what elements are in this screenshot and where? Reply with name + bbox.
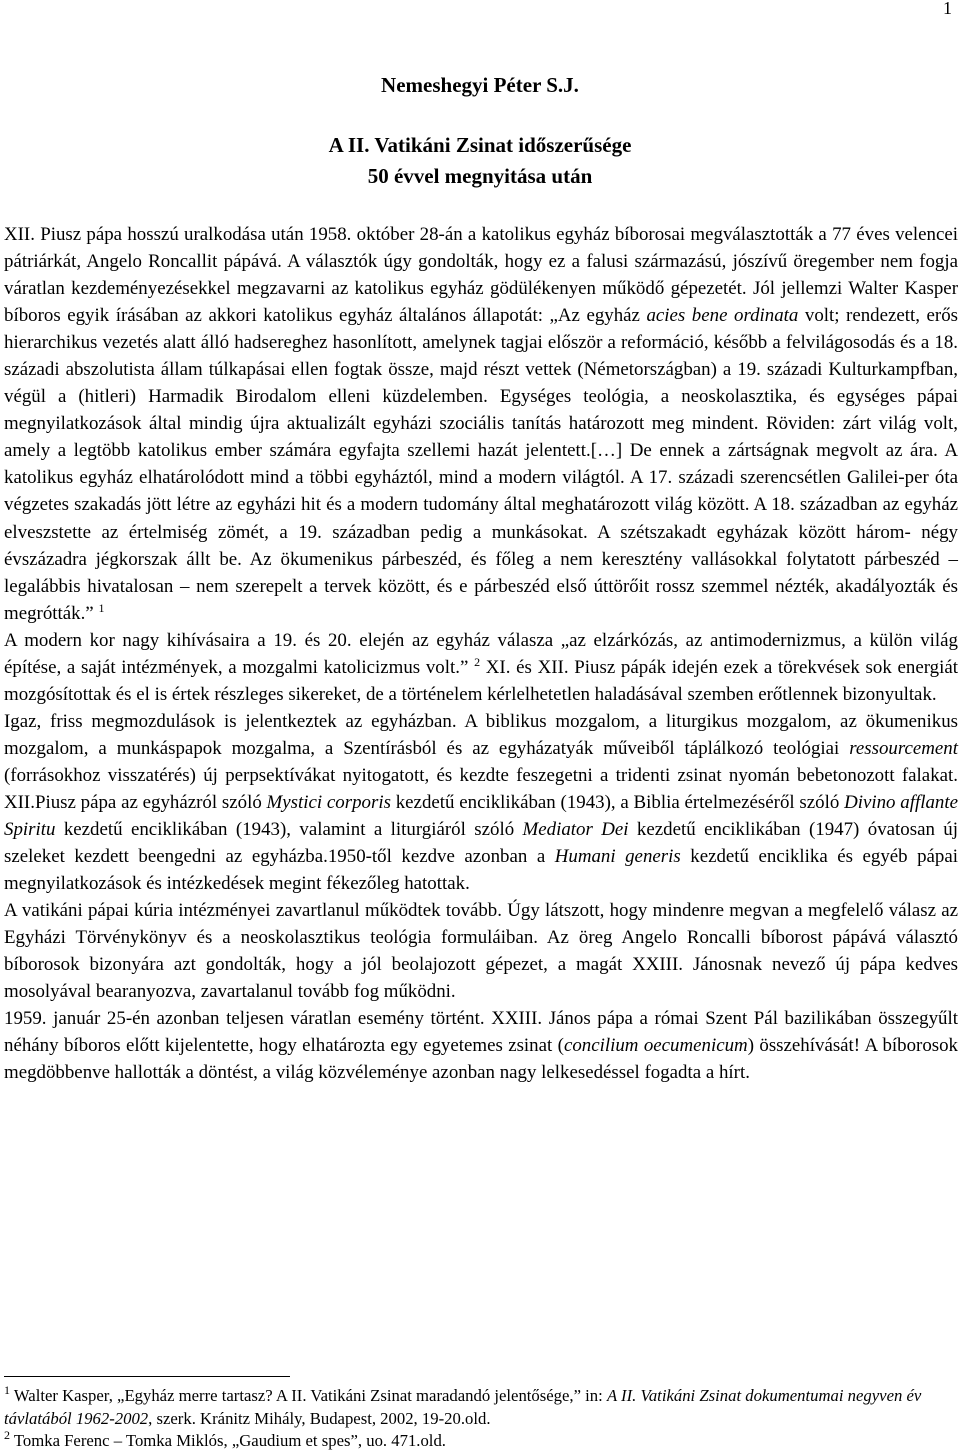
footnote-2 xyxy=(4,1430,958,1453)
paragraph-1 xyxy=(4,224,958,624)
title-line-1: A II. Vatikáni Zsinat időszerűsége xyxy=(328,133,632,157)
p1-italic-acies: acies bene ordinata xyxy=(646,305,799,327)
p3-text-a: Igaz, friss megmozdulások is jelentkeztek az egyházban. A biblikus mozgalom, a liturgikus mozgalom, az ökumenikus mozgalom, a munkáspapok mozgalma, a Szentírásból és az egyházatyák műveiből táplálkozó teológiai xyxy=(4,710,958,759)
p5-text-c: ) összehívását! A bíborosok megdöbbenve hallották a döntést, a világ közvéleménye azonban nagy lelkesedéssel fogadta a hírt. xyxy=(4,1035,959,1084)
page-number: 1 xyxy=(943,0,952,18)
p3-italic-humani: Humani generis xyxy=(554,846,681,868)
footnote-2-text: Tomka Ferenc – Tomka Miklós, „Gaudium et spes”, uo. 471.old. xyxy=(10,1431,446,1450)
p3-text-i: kezdetű enciklikában (1947) óvatosan új szeleket kezdett beengedni az egyházba.1950-től kezdve azonban a xyxy=(4,819,958,868)
paragraph-2 xyxy=(4,630,958,705)
paragraph-4: A vatikáni pápai kúria intézményei zavartlanul működtek tovább. Úgy látszott, hogy mindenre megvan a megfelelő válasz az Egyházi Törvénykönyv és a neoskolasztikus teológia formuláiban. Az öreg Angelo Roncalli bíborost pápává választó bíborosok bizonyára azt gondolták, hogy a jól beolajozott gépezet, a magát XXIII. Jánosnak nevező új pápa kedves mosolyával bearanyozva, zavartalanul tovább fog működni. xyxy=(4,900,958,1003)
footnote-separator xyxy=(4,1376,290,1377)
p3-text-k: kezdetű enciklika és egyéb pápai megnyilatkozások és intézkedések megint fékezőleg hatottak. xyxy=(4,846,959,895)
footnote-1 xyxy=(4,1385,958,1430)
p3-italic-mediator: Mediator Dei xyxy=(522,819,629,841)
p2-text-b: XI. és XII. Piusz pápák idején ezek a törekvések sok energiát mozgósítottak és el is értek részleges sikereket, de a történelem kérlelhetetlen haladásával szemben erőtlennek bizonyultak. xyxy=(4,656,958,705)
p5-text-a: 1959. január 25-én azonban teljesen váratlan esemény történt. XXIII. János pápa a római Szent Pál bazilikában összegyűlt néhány bíboros előtt kijelentette, hogy elhatározta egy egyetemes zsinat ( xyxy=(4,1008,958,1057)
p3-text-e: kezdetű enciklikában (1943), a Biblia értelmezéséről szóló xyxy=(390,791,845,813)
p1-text-c: volt; rendezett, erős hierarchikus vezetés alatt álló hadsereghez hasonlított, amelynek tagjai először a reformáció, később a felvilágosodás és a 18. századi abszolutista állam túlkapásai ellen fogtak össze, majd részt vettek (Németországban) a 19. századi Kulturkampfban, végül a (hitleri) Harmadik Birodalom elleni küzdelemben. Egységes teológia, a neoskolasztika, és egységes pápai megnyilatkozások által mindig újra aktualizált egyházi szociális tanítás határozott meg mindent. Röviden: zárt világ volt, amely a legtöbb katolikus ember számára egyfajta szellemi hazát jelentett.[…] De ennek a zártságnak megvolt az ára. A katolikus egyház elhatárolódott mind a többi egyháztól, mind a modern világtól. A 17. századi szerencsétlen Galilei-per óta végzetes szakadás jött létre az egyházi hit és a modern tudomány által meghatározott világ között. A 18. században az egyház elveszstette az értelmiség zömét, a 19. században pedig a munkásokat. A szétszakadt egyházak között három- négy évszázadra jégkorszak állt be. Az ökumenikus párbeszéd, és főleg a nem keresztény vallásokkal folytatott párbeszéd – legalábbis hivatalosan – nem szerepelt a tervek között, és e párbeszéd első úttörőit rossz szemmel nézték, akadályozták és megrótták.” xyxy=(4,305,958,624)
footnote-ref-2[interactable]: 2 xyxy=(474,654,481,669)
p2-text-a: A modern kor nagy kihívásaira a 19. és 20. elején az egyház válasza „az elzárkózás, az antimodernizmus, a külön világ építése, a saját intézmények, a mozgalmi katolicizmus volt.” xyxy=(4,629,958,678)
title-line-2: 50 évvel megnyitása után xyxy=(367,164,593,188)
paragraph-5 xyxy=(4,1008,958,1083)
footnote-2-number: 2 xyxy=(4,1428,10,1442)
p1-text-a: XII. Piusz pápa hosszú uralkodása után 1958. október 28-án a katolikus egyház bíborosai megválasztották a 77 éves velencei pátriárkát, Angelo Roncallit pápává. A választók úgy gondolták, hogy ez a falusi származású, jószívű öregember nem fogja váratlan kezdeményezésekkel megzavarni az katolikus egyház gödülékenyen működő gépezetét. Jól jellemzi Walter Kasper bíboros egyik írásában az akkori katolikus egyház általános állapotát: „Az egyház xyxy=(4,224,958,327)
paragraph-3 xyxy=(4,711,958,894)
document-title xyxy=(0,130,960,192)
footnote-1-text-c: , szerk. Kránitz Mihály, Budapest, 2002, 19-20.old. xyxy=(148,1408,491,1428)
footnote-1-number: 1 xyxy=(4,1383,10,1397)
p3-text-g: kezdetű enciklikában (1943), valamint a liturgiáról szóló xyxy=(55,819,523,841)
p3-italic-mystici: Mystici corporis xyxy=(266,791,391,813)
p3-italic-ressourcement: ressourcement xyxy=(849,737,958,759)
p5-italic-concilium: concilium oecumenicum xyxy=(563,1035,748,1057)
footnote-ref-1[interactable]: 1 xyxy=(98,600,105,615)
author-line: Nemeshegyi Péter S.J. xyxy=(381,73,579,97)
p3-italic-divino: Divino afflante Spiritu xyxy=(4,791,958,841)
body-text xyxy=(4,221,958,1087)
footnote-1-text-a: Walter Kasper, „Egyház merre tartasz? A II. Vatikáni Zsinat maradandó jelentősége,” in: xyxy=(10,1386,607,1405)
footnotes xyxy=(4,1385,958,1453)
p3-text-c: (forrásokhoz visszatérés) új perpsektívákat nyitogatott, és kezdte feszegetni a tridenti zsinat nyomán bebetonozott falakat. XII.Piusz pápa az egyházról szóló xyxy=(4,764,958,813)
footnote-1-italic-title: A II. Vatikáni Zsinat dokumentumai negyven év távlatából 1962-2002 xyxy=(4,1386,922,1428)
